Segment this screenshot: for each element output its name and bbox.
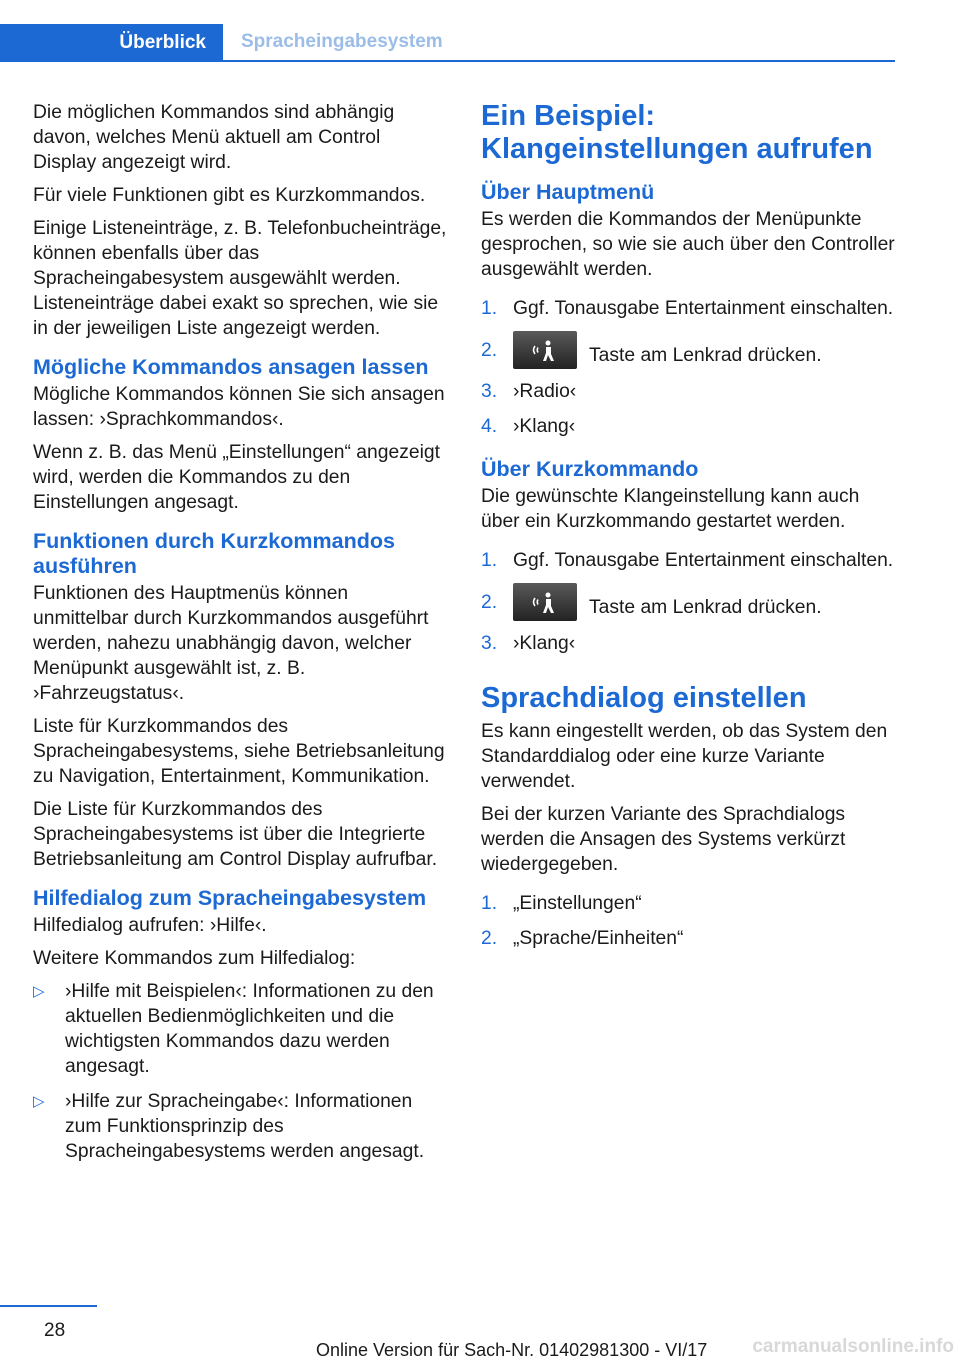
paragraph: Wenn z. B. das Menü „Einstellungen“ angezeigt wird, werden die Kommandos zu den Einstellungen angesagt. xyxy=(33,442,440,513)
header-tabs xyxy=(0,24,895,62)
list-item-text: „Sprache/Einheiten“ xyxy=(513,928,684,949)
list-number: 2. xyxy=(481,339,498,361)
tab-ueberblick[interactable]: Überblick xyxy=(0,24,223,62)
section-heading: Mögliche Kommandos ansagen lassen xyxy=(33,355,429,379)
list-number: 2. xyxy=(481,591,498,613)
numbered-list xyxy=(481,891,896,951)
chapter-heading: Sprachdialog einstellen xyxy=(481,682,807,714)
paragraph: Mögliche Kommandos können Sie sich ansagen lassen: ›Sprachkommandos‹. xyxy=(33,384,445,430)
list-number: 1. xyxy=(481,550,498,571)
voice-button-icon xyxy=(513,331,577,369)
bullet-triangle-icon: ▷ xyxy=(33,983,45,1000)
paragraph: Die Liste für Kurzkommandos des Spracheingabesystems ist über die Integrierte Betriebsanleitung am Control Display aufrufbar. xyxy=(33,799,438,870)
list-item xyxy=(481,891,896,916)
paragraph: Liste für Kurzkommandos des Spracheingabesystems, siehe Betriebsanleitung zu Navigation, Entertainment, Kommunikation. xyxy=(33,716,445,787)
list-number: 1. xyxy=(481,298,498,319)
list-item-text: ›Hilfe mit Beispielen‹: Informationen zu den aktuellen Bedienmöglichkeiten und die wichtigsten Kommandos dazu werden angesagt. xyxy=(65,981,434,1077)
list-item-text xyxy=(513,583,896,621)
list-item-text: ›Hilfe zur Spracheingabe‹: Informationen zum Funktionsprinzip des Spracheingabesystems werden angesagt. xyxy=(65,1091,425,1162)
paragraph: Die möglichen Kommandos sind abhängig davon, welches Menü aktuell am Control Display angezeigt wird. xyxy=(33,102,395,173)
list-item xyxy=(481,631,896,656)
paragraph: Weitere Kommandos zum Hilfedialog: xyxy=(33,948,356,969)
section-heading: Über Hauptmenü xyxy=(481,180,655,204)
list-item-text xyxy=(513,331,896,369)
list-item xyxy=(481,414,896,439)
section-heading: Über Kurzkommando xyxy=(481,457,699,481)
left-column xyxy=(33,100,448,1174)
list-number: 2. xyxy=(481,928,498,949)
paragraph: Es kann eingestellt werden, ob das System den Standarddialog oder eine kurze Variante verwendet. xyxy=(481,721,888,792)
list-item xyxy=(481,548,896,573)
list-item-text: ›Klang‹ xyxy=(513,416,576,437)
paragraph: Die gewünschte Klangeinstellung kann auch über ein Kurzkommando gestartet werden. xyxy=(481,486,860,532)
list-number: 3. xyxy=(481,633,498,654)
footer-online-version: Online Version für Sach-Nr. 01402981300 - VI/17 xyxy=(316,1340,708,1360)
list-item xyxy=(481,296,896,321)
list-item-text: ›Klang‹ xyxy=(513,633,576,654)
list-item xyxy=(33,1089,448,1164)
list-item-text: Taste am Lenkrad drücken. xyxy=(589,597,822,618)
section-heading: Funktionen durch Kurzkommandos ausführen xyxy=(33,529,395,578)
bullet-list xyxy=(33,979,448,1164)
chapter-heading: Ein Beispiel: Klangeinstellungen aufrufen xyxy=(481,100,873,165)
paragraph: Hilfedialog aufrufen: ›Hilfe‹. xyxy=(33,915,267,936)
paragraph: Funktionen des Hauptmenüs können unmittelbar durch Kurzkommandos ausgeführt werden, nahezu unabhängig davon, welcher Menüpunkt ausgewählt ist, z. B. ›Fahrzeugstatus‹. xyxy=(33,583,429,704)
list-item xyxy=(33,979,448,1079)
paragraph: Bei der kurzen Variante des Sprachdialogs werden die Ansagen des Systems verkürzt wiedergegeben. xyxy=(481,804,846,875)
paragraph: Für viele Funktionen gibt es Kurzkommandos. xyxy=(33,185,426,206)
numbered-list xyxy=(481,296,896,439)
list-item-text: Taste am Lenkrad drücken. xyxy=(589,345,822,366)
page-number: 28 xyxy=(44,1320,66,1341)
paragraph: Einige Listeneinträge, z. B. Telefonbucheinträge, können ebenfalls über das Spracheingabesystem ausgewählt werden. Listeneinträge dabei exakt so sprechen, wie sie in der jeweiligen Liste angezeigt werden. xyxy=(33,218,447,339)
list-item xyxy=(481,583,896,621)
numbered-list xyxy=(481,548,896,656)
list-number: 4. xyxy=(481,416,498,437)
page-number-divider xyxy=(0,1305,97,1307)
list-item xyxy=(481,926,896,951)
header-divider xyxy=(0,60,895,62)
list-item xyxy=(481,331,896,369)
section-heading: Hilfedialog zum Spracheingabesystem xyxy=(33,886,427,910)
watermark: carmanualsonline.info xyxy=(752,1336,954,1357)
list-item xyxy=(481,379,896,404)
list-number: 3. xyxy=(481,381,498,402)
list-item-text: ›Radio‹ xyxy=(513,381,577,402)
list-number: 1. xyxy=(481,893,498,914)
right-column xyxy=(481,100,896,961)
paragraph: Es werden die Kommandos der Menüpunkte gesprochen, so wie sie auch über den Controller ausgewählt werden. xyxy=(481,209,895,280)
bullet-triangle-icon: ▷ xyxy=(33,1093,45,1110)
list-item-text: „Einstellungen“ xyxy=(513,893,642,914)
voice-button-icon xyxy=(513,583,577,621)
list-item-text: Ggf. Tonausgabe Entertainment einschalten. xyxy=(513,298,894,319)
tab-spracheingabesystem[interactable]: Spracheingabesystem xyxy=(241,31,443,52)
list-item-text: Ggf. Tonausgabe Entertainment einschalten. xyxy=(513,550,894,571)
